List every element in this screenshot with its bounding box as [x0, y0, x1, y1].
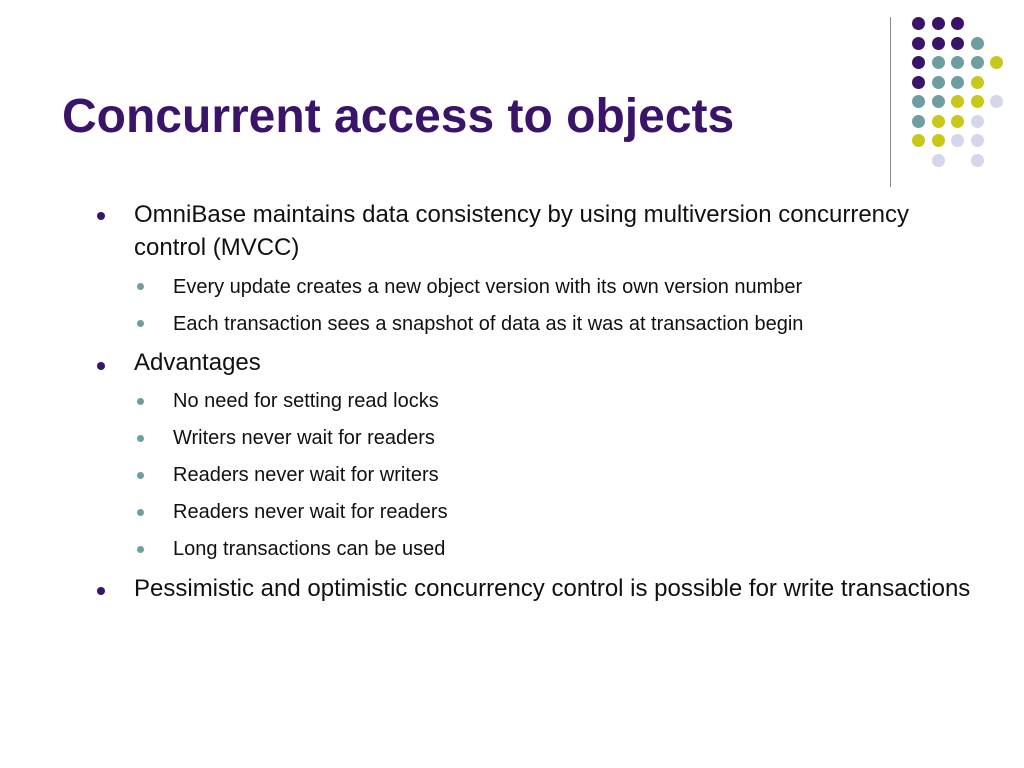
sub-bullet-text: Readers never wait for readers	[173, 501, 448, 523]
sub-bullet-text: Readers never wait for writers	[173, 464, 439, 486]
decorative-dot	[912, 95, 925, 108]
sub-bullet-text: Long transactions can be used	[173, 538, 446, 560]
bullet-text: OmniBase maintains data consistency by using multiversion concurrency control (MVCC)	[134, 201, 910, 261]
decorative-dot	[971, 56, 984, 69]
sub-bullet-dot-icon	[137, 509, 144, 516]
bullet-dot-icon	[97, 587, 105, 595]
decorative-dot	[990, 56, 1003, 69]
decorative-dot	[912, 37, 925, 50]
decorative-dot	[932, 56, 945, 69]
decorative-dot	[990, 95, 1003, 108]
decorative-dot	[971, 154, 984, 167]
sub-bullet-text: No need for setting read locks	[173, 390, 439, 412]
sub-bullet-dot-icon	[137, 435, 144, 442]
decorative-dot	[971, 37, 984, 50]
decorative-dot	[932, 37, 945, 50]
decorative-dot	[951, 17, 964, 30]
decorative-dot	[912, 76, 925, 89]
decorative-dot	[932, 154, 945, 167]
decorative-dot	[912, 17, 925, 30]
bullet-dot-icon	[97, 362, 105, 370]
decorative-dot	[912, 115, 925, 128]
decorative-dot	[951, 76, 964, 89]
decorative-dot	[971, 115, 984, 128]
sub-bullet-text: Every update creates a new object version with its own version number	[173, 276, 803, 298]
sub-bullet-text: Writers never wait for readers	[173, 427, 435, 449]
sub-bullet-text: Each transaction sees a snapshot of data as it was at transaction begin	[173, 313, 804, 335]
decorative-dot	[912, 134, 925, 147]
decorative-dot	[971, 76, 984, 89]
decorative-dot	[932, 115, 945, 128]
decorative-dot	[971, 95, 984, 108]
title-divider-line	[890, 17, 891, 187]
decorative-dot	[951, 95, 964, 108]
sub-bullet-dot-icon	[137, 472, 144, 479]
bullet-text: Pessimistic and optimistic concurrency control is possible for write transactions	[134, 575, 971, 602]
sub-bullet-dot-icon	[137, 320, 144, 327]
decorative-dot	[951, 37, 964, 50]
slide-title: Concurrent access to objects	[62, 90, 735, 143]
bullet-dot-icon	[97, 212, 105, 220]
sub-bullet-dot-icon	[137, 398, 144, 405]
decorative-dot	[932, 76, 945, 89]
decorative-dot	[912, 56, 925, 69]
bullet-text: Advantages	[134, 349, 261, 376]
decorative-dot	[951, 134, 964, 147]
decorative-dot	[932, 17, 945, 30]
sub-bullet-dot-icon	[137, 546, 144, 553]
decorative-dot	[971, 134, 984, 147]
decorative-dot	[951, 115, 964, 128]
decorative-dot	[932, 95, 945, 108]
decorative-dot	[951, 56, 964, 69]
sub-bullet-dot-icon	[137, 283, 144, 290]
decorative-dot	[932, 134, 945, 147]
